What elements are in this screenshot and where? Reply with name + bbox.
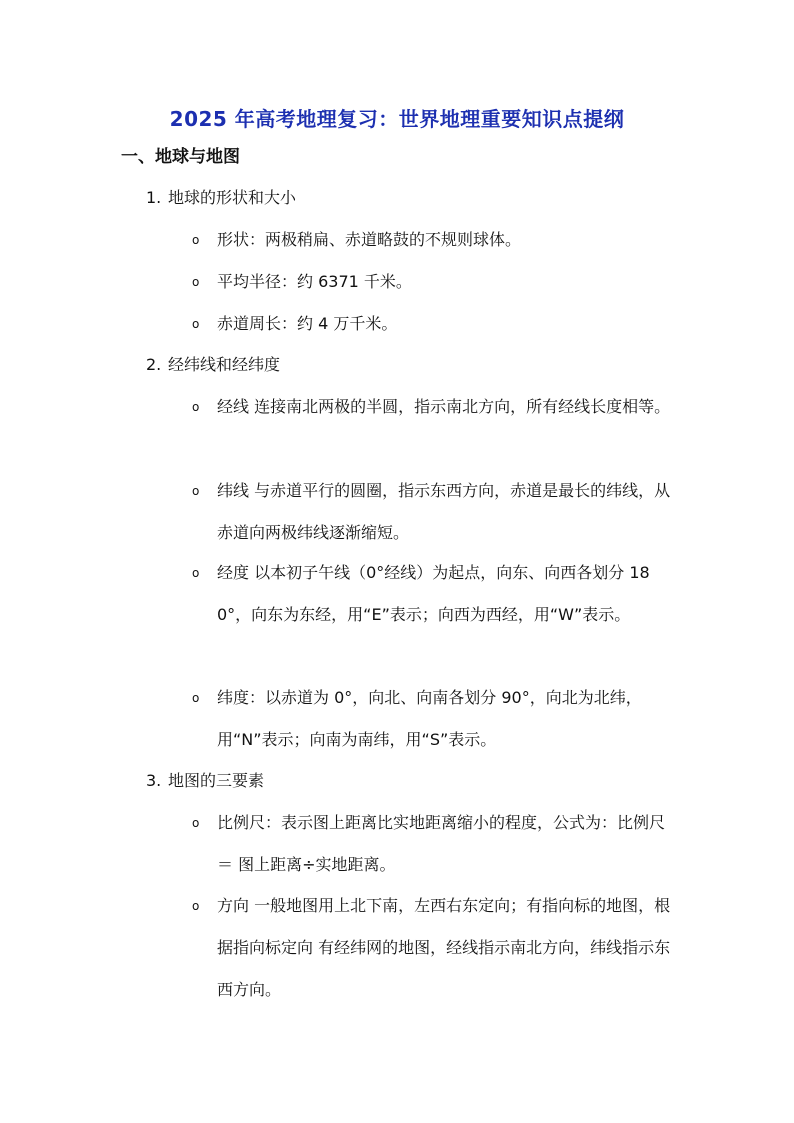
bullet-icon: o bbox=[192, 566, 200, 580]
list-item-text: 经线 连接南北两极的半圆，指示南北方向，所有经线长度相等。 bbox=[217, 397, 671, 416]
subsection-title: 经纬线和经纬度 bbox=[168, 355, 281, 374]
list-item-text: 比例尺：表示图上距离比实地距离缩小的程度，公式为：比例尺 ＝ 图上距离÷实地距离。 bbox=[217, 813, 666, 874]
section-heading: 一、地球与地图 bbox=[121, 147, 240, 167]
subsection-title: 地图的三要素 bbox=[168, 771, 265, 790]
bullet-icon: o bbox=[192, 400, 200, 414]
list-item-text: 纬线 与赤道平行的圆圈，指示东西方向，赤道是最长的纬线，从赤道向两极纬线逐渐缩短。 bbox=[217, 481, 671, 542]
list-item-text: 纬度：以赤道为 0°，向北、向南各划分 90°，向北为北纬，用“N”表示；向南为南纬，用“S”表示。 bbox=[217, 688, 642, 749]
list-item bbox=[192, 552, 692, 636]
list-item bbox=[192, 303, 692, 345]
list-item-text: 平均半径：约 6371 千米。 bbox=[217, 272, 412, 291]
list-item-text: 赤道周长：约 4 万千米。 bbox=[217, 314, 398, 333]
bullet-icon: o bbox=[192, 233, 200, 247]
bullet-icon: o bbox=[192, 691, 200, 705]
subsection-heading-3 bbox=[146, 768, 264, 794]
list-item bbox=[192, 386, 692, 428]
list-item bbox=[192, 802, 692, 886]
bullet-icon: o bbox=[192, 275, 200, 289]
bullet-icon: o bbox=[192, 317, 200, 331]
document-title: 2025 年高考地理复习：世界地理重要知识点提纲 bbox=[169, 107, 625, 131]
list-item bbox=[192, 261, 692, 303]
list-item bbox=[192, 677, 692, 761]
bullet-icon: o bbox=[192, 484, 200, 498]
subsection-heading-2 bbox=[146, 352, 280, 378]
bullet-icon: o bbox=[192, 816, 200, 830]
bullet-icon: o bbox=[192, 899, 200, 913]
list-item bbox=[192, 470, 692, 554]
list-item-text: 方向 一般地图用上北下南，左西右东定向；有指向标的地图，根据指向标定向 有经纬网的地图，经线指示南北方向，纬线指示东西方向。 bbox=[217, 896, 671, 999]
subsection-number: 2. bbox=[146, 355, 162, 374]
list-item bbox=[192, 885, 692, 1011]
subsection-number: 3. bbox=[146, 771, 162, 790]
list-item bbox=[192, 219, 692, 261]
subsection-title: 地球的形状和大小 bbox=[168, 188, 297, 207]
subsection-number: 1. bbox=[146, 188, 162, 207]
list-item-text: 经度 以本初子午线（0°经线）为起点，向东、向西各划分 180°，向东为东经，用“E”表示；向西为西经，用“W”表示。 bbox=[217, 563, 650, 624]
subsection-heading-1 bbox=[146, 185, 296, 211]
list-item-text: 形状：两极稍扁、赤道略鼓的不规则球体。 bbox=[217, 230, 522, 249]
